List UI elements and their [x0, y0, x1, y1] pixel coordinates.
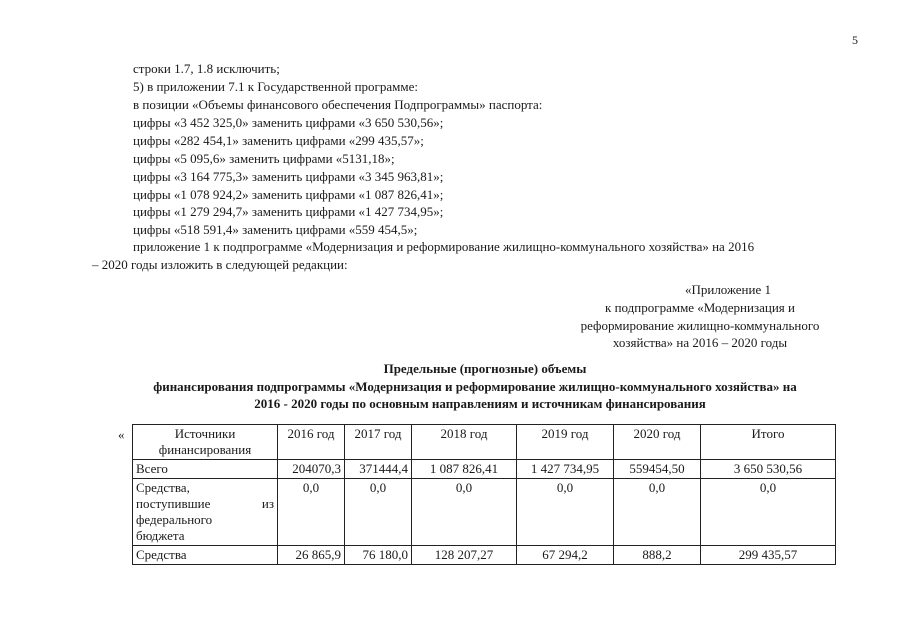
table-title-line: 2016 - 2020 годы по основным направлениям и источникам финансирования — [254, 396, 706, 411]
table-row — [133, 479, 836, 546]
header-cell: 2019 год — [517, 425, 614, 460]
row-label: Средства — [133, 546, 278, 565]
table-cell: 1 087 826,41 — [412, 460, 517, 479]
table-title-line: Предельные (прогнозные) объемы — [383, 361, 587, 376]
row-label — [133, 479, 278, 546]
text-line: приложение 1 к подпрограмме «Модернизация и реформирование жилищно-коммунального хозяйства» на 2016 — [133, 239, 755, 254]
table-title-line: финансирования подпрограммы «Модернизация и реформирование жилищно-коммунального хозяйства» на — [153, 379, 797, 394]
row-label: Всего — [133, 460, 278, 479]
table-row — [133, 546, 836, 565]
text-line: цифры «518 591,4» заменить цифрами «559 454,5»; — [133, 222, 418, 237]
header-cell: 2017 год — [345, 425, 412, 460]
table-cell: 0,0 — [345, 479, 412, 546]
table-row — [133, 460, 836, 479]
row-label-word: из — [261, 496, 274, 511]
table-cell: 76 180,0 — [345, 546, 412, 565]
text-line: цифры «1 279 294,7» заменить цифрами «1 427 734,95»; — [133, 204, 444, 219]
table-cell: 67 294,2 — [517, 546, 614, 565]
table-cell: 888,2 — [614, 546, 701, 565]
table-cell: 204070,3 — [278, 460, 345, 479]
table-header-row — [133, 425, 836, 460]
row-label-line: федерального — [136, 512, 213, 527]
table-cell: 3 650 530,56 — [701, 460, 836, 479]
header-cell: 2020 год — [614, 425, 701, 460]
appendix-line: хозяйства» на 2016 – 2020 годы — [612, 335, 788, 350]
table-cell: 0,0 — [517, 479, 614, 546]
table-cell: 0,0 — [701, 479, 836, 546]
appendix-line: реформирование жилищно-коммунального — [580, 318, 820, 333]
table-cell: 0,0 — [412, 479, 517, 546]
text-line: цифры «1 078 924,2» заменить цифрами «1 087 826,41»; — [133, 187, 444, 202]
text-line: в позиции «Объемы финансового обеспечения Подпрограммы» паспорта: — [133, 97, 543, 112]
header-cell: Итого — [701, 425, 836, 460]
row-label-word: поступившие — [136, 496, 211, 511]
text-line: цифры «3 452 325,0» заменить цифрами «3 650 530,56»; — [133, 115, 444, 130]
appendix-line: к подпрограмме «Модернизация и — [605, 300, 795, 315]
header-cell: 2018 год — [412, 425, 517, 460]
opening-quote: « — [118, 427, 125, 442]
row-label-line — [136, 496, 274, 512]
table-cell: 0,0 — [278, 479, 345, 546]
text-line: цифры «282 454,1» заменить цифрами «299 435,57»; — [133, 133, 424, 148]
appendix-title: «Приложение 1 — [684, 282, 771, 297]
text-line: строки 1.7, 1.8 исключить; — [133, 61, 280, 76]
row-label-line: Средства, — [136, 480, 190, 495]
text-line: цифры «5 095,6» заменить цифрами «5131,18»; — [133, 151, 395, 166]
text-line: 5) в приложении 7.1 к Государственной программе: — [133, 79, 418, 94]
row-label-line: бюджета — [136, 528, 185, 543]
table-cell: 0,0 — [614, 479, 701, 546]
text-line: – 2020 годы изложить в следующей редакции: — [92, 257, 348, 272]
table-cell: 371444,4 — [345, 460, 412, 479]
text-line: цифры «3 164 775,3» заменить цифрами «3 345 963,81»; — [133, 169, 444, 184]
table-cell: 26 865,9 — [278, 546, 345, 565]
page-number: 5 — [852, 33, 858, 47]
financing-table — [132, 424, 836, 565]
table-cell: 1 427 734,95 — [517, 460, 614, 479]
header-cell: 2016 год — [278, 425, 345, 460]
table-cell: 299 435,57 — [701, 546, 836, 565]
table-cell: 559454,50 — [614, 460, 701, 479]
table-cell: 128 207,27 — [412, 546, 517, 565]
header-cell: Источники финансирования — [133, 425, 278, 460]
